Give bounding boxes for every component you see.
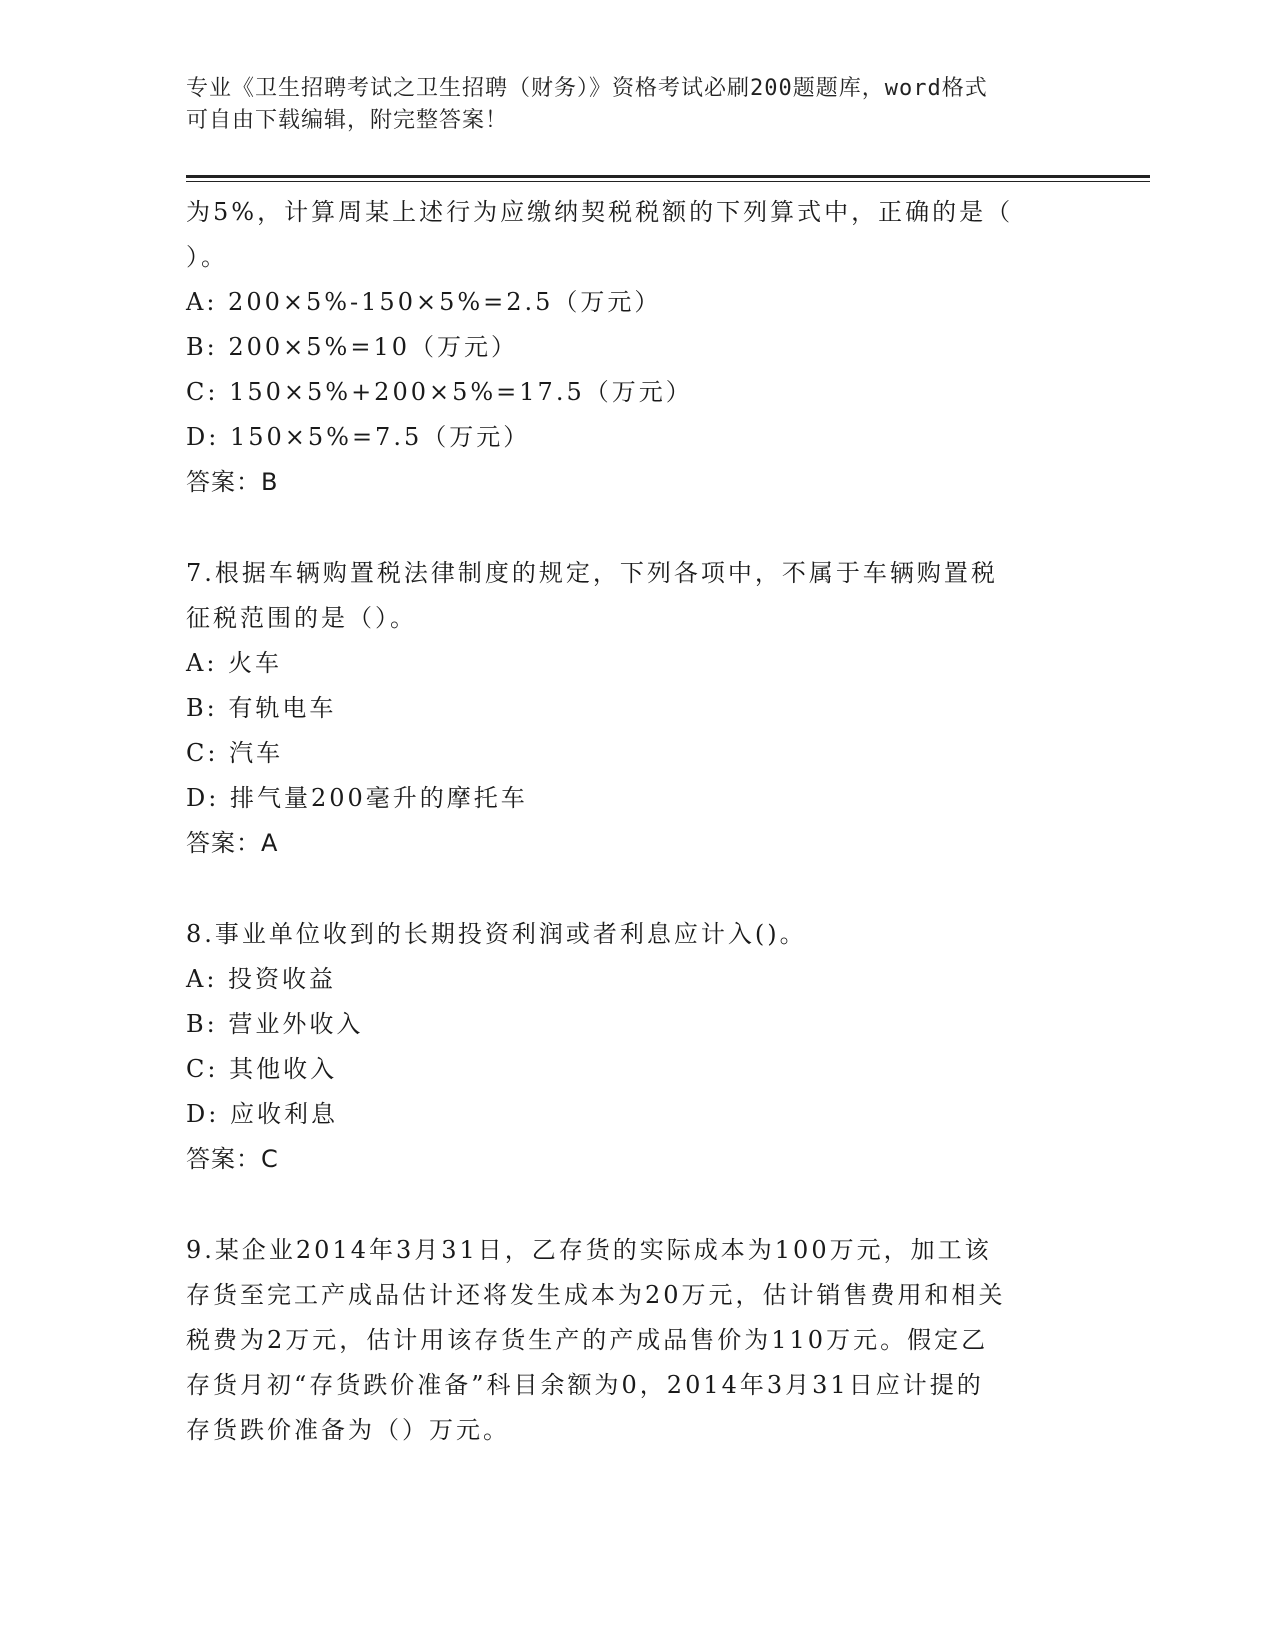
option-b: B: 200×5%=10（万元）	[186, 333, 518, 361]
option-d: D: 应收利息	[186, 1100, 338, 1128]
question-text: 7.根据车辆购置税法律制度的规定，下列各项中，不属于车辆购置税	[186, 559, 998, 587]
header-line-2: 可自由下载编辑，附完整答案！	[186, 108, 509, 133]
question-6	[186, 190, 1086, 505]
question-text: 为5%，计算周某上述行为应缴纳契税税额的下列算式中，正确的是（	[186, 198, 1014, 226]
answer-label: 答案：B	[186, 468, 279, 496]
question-text: 税费为2万元，估计用该存货生产的产成品售价为110万元。假定乙	[186, 1326, 989, 1354]
option-a: A: 火车	[186, 649, 283, 677]
question-7	[186, 551, 1086, 866]
question-text: 存货至完工产成品估计还将发生成本为20万元，估计销售费用和相关	[186, 1281, 1006, 1309]
answer-label: 答案：A	[186, 829, 279, 857]
question-text: 存货跌价准备为（）万元。	[186, 1416, 510, 1444]
option-a: A: 200×5%-150×5%=2.5（万元）	[186, 288, 662, 316]
answer-label: 答案：C	[186, 1145, 279, 1173]
question-text: 存货月初“存货跌价准备”科目余额为0，2014年3月31日应计提的	[186, 1371, 984, 1399]
question-content	[186, 190, 1086, 1453]
header-rule-thin	[186, 181, 1150, 182]
option-a: A: 投资收益	[186, 965, 337, 993]
option-c: C: 汽车	[186, 739, 284, 767]
option-c: C: 150×5%+200×5%=17.5（万元）	[186, 378, 693, 406]
question-text: ）。	[186, 243, 228, 271]
question-8	[186, 912, 1086, 1182]
option-c: C: 其他收入	[186, 1055, 338, 1083]
option-b: B: 营业外收入	[186, 1010, 364, 1038]
question-9	[186, 1228, 1086, 1453]
question-text: 9.某企业2014年3月31日，乙存货的实际成本为100万元，加工该	[186, 1236, 992, 1264]
option-d: D: 排气量200毫升的摩托车	[186, 784, 528, 812]
option-b: B: 有轨电车	[186, 694, 337, 722]
document-header	[186, 73, 1066, 137]
header-line-1: 专业《卫生招聘考试之卫生招聘（财务）》资格考试必刷200题题库，word格式	[186, 76, 988, 101]
header-rule-thick	[186, 175, 1150, 178]
question-text: 征税范围的是（）。	[186, 604, 417, 632]
option-d: D: 150×5%=7.5（万元）	[186, 423, 531, 451]
question-text: 8.事业单位收到的长期投资利润或者利息应计入()。	[186, 920, 807, 948]
